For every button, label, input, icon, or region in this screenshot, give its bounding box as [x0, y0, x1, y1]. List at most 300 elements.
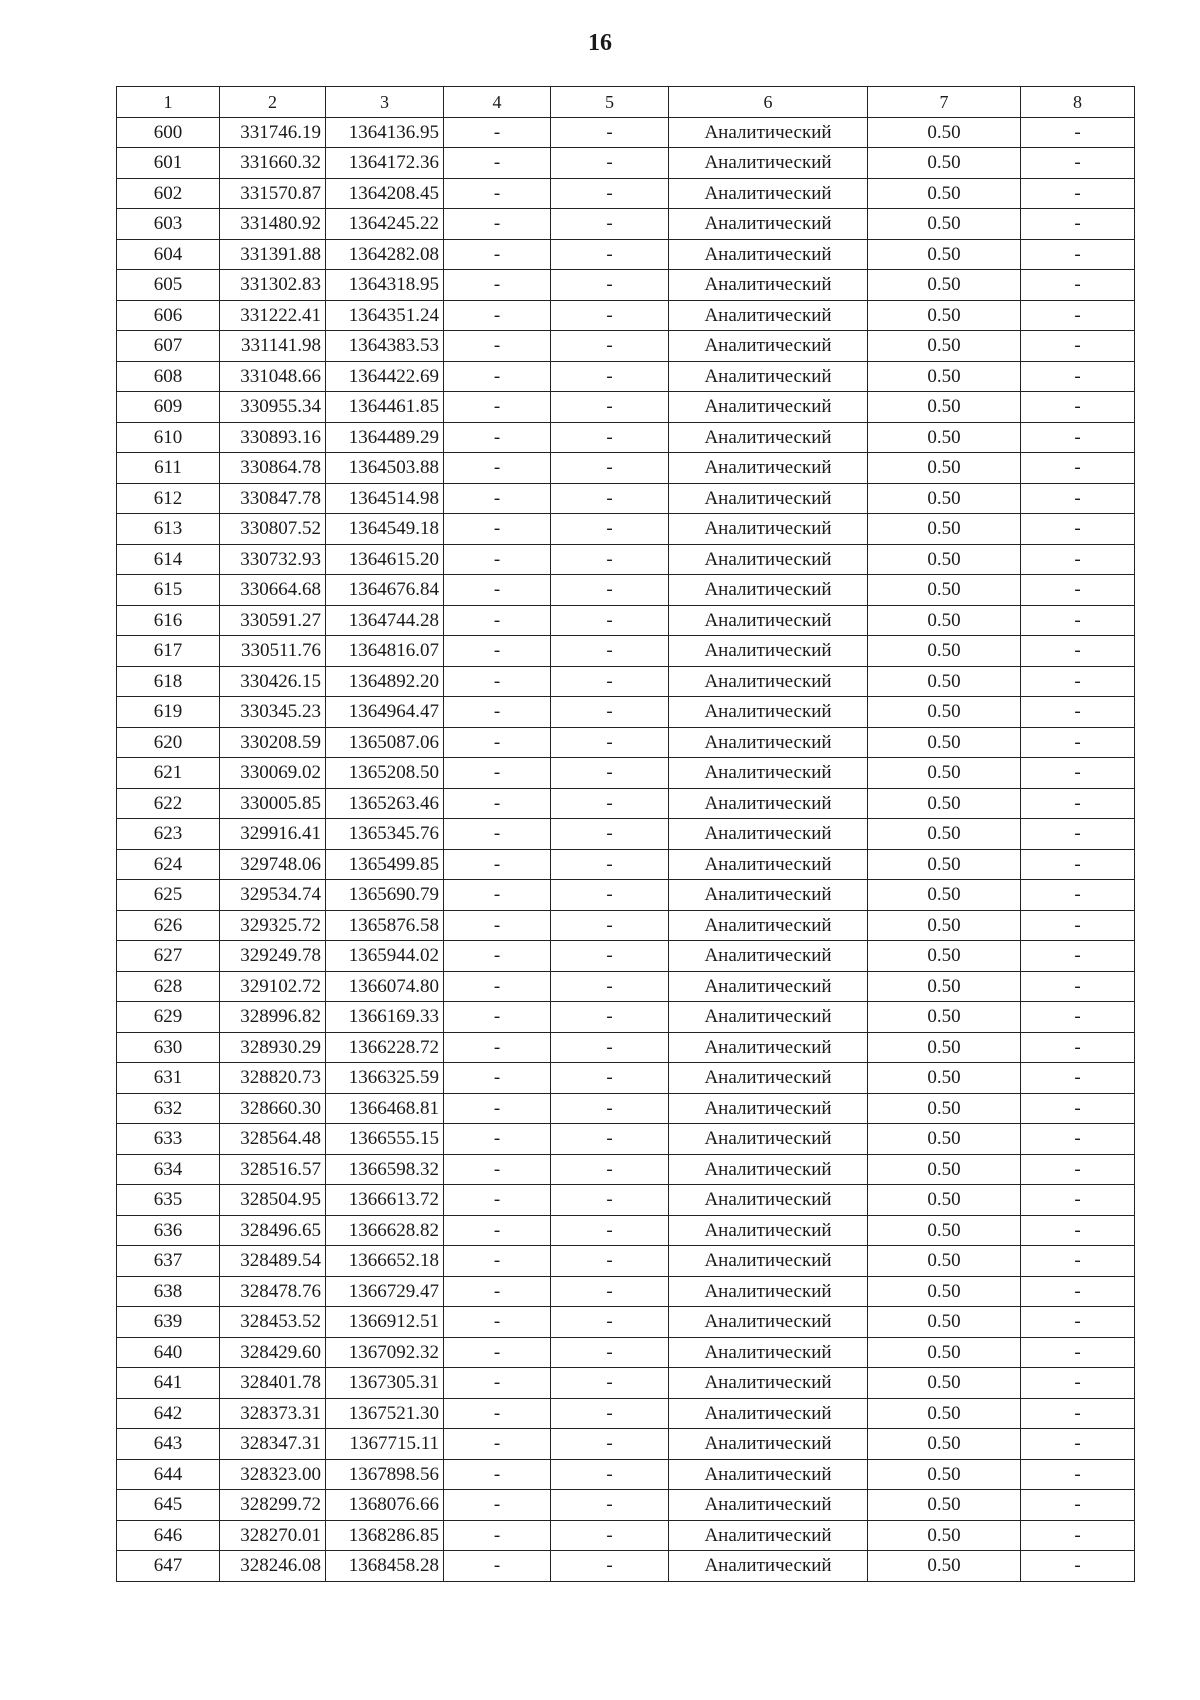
col5-cell: - [551, 849, 669, 880]
accuracy-cell: 0.50 [868, 971, 1021, 1002]
table-row [117, 1215, 1135, 1246]
method-cell: Аналитический [669, 910, 868, 941]
accuracy-cell: 0.50 [868, 605, 1021, 636]
method-cell: Аналитический [669, 453, 868, 484]
col4-cell: - [444, 1154, 551, 1185]
y-coordinate-cell: 1366169.33 [326, 1002, 444, 1033]
accuracy-cell: 0.50 [868, 300, 1021, 331]
x-coordinate-cell: 328270.01 [220, 1520, 326, 1551]
table-row [117, 971, 1135, 1002]
table-row [117, 422, 1135, 453]
col4-cell: - [444, 1490, 551, 1521]
accuracy-cell: 0.50 [868, 1246, 1021, 1277]
point-number-cell: 608 [117, 361, 220, 392]
y-coordinate-cell: 1364282.08 [326, 239, 444, 270]
y-coordinate-cell: 1365263.46 [326, 788, 444, 819]
method-cell: Аналитический [669, 514, 868, 545]
method-cell: Аналитический [669, 1002, 868, 1033]
x-coordinate-cell: 328516.57 [220, 1154, 326, 1185]
x-coordinate-cell: 328429.60 [220, 1337, 326, 1368]
method-cell: Аналитический [669, 880, 868, 911]
x-coordinate-cell: 331480.92 [220, 209, 326, 240]
method-cell: Аналитический [669, 819, 868, 850]
table-row [117, 575, 1135, 606]
method-cell: Аналитический [669, 1276, 868, 1307]
method-cell: Аналитический [669, 1154, 868, 1185]
method-cell: Аналитический [669, 971, 868, 1002]
y-coordinate-cell: 1365944.02 [326, 941, 444, 972]
table-row [117, 1459, 1135, 1490]
col8-cell: - [1021, 514, 1135, 545]
accuracy-cell: 0.50 [868, 819, 1021, 850]
col5-cell: - [551, 178, 669, 209]
y-coordinate-cell: 1365876.58 [326, 910, 444, 941]
x-coordinate-cell: 330893.16 [220, 422, 326, 453]
col5-cell: - [551, 453, 669, 484]
x-coordinate-cell: 328564.48 [220, 1124, 326, 1155]
point-number-cell: 609 [117, 392, 220, 423]
x-coordinate-cell: 328453.52 [220, 1307, 326, 1338]
y-coordinate-cell: 1366468.81 [326, 1093, 444, 1124]
point-number-cell: 646 [117, 1520, 220, 1551]
x-coordinate-cell: 328820.73 [220, 1063, 326, 1094]
y-coordinate-cell: 1364964.47 [326, 697, 444, 728]
x-coordinate-cell: 330005.85 [220, 788, 326, 819]
col8-cell: - [1021, 880, 1135, 911]
accuracy-cell: 0.50 [868, 483, 1021, 514]
method-cell: Аналитический [669, 1246, 868, 1277]
col4-cell: - [444, 1551, 551, 1582]
x-coordinate-cell: 329249.78 [220, 941, 326, 972]
x-coordinate-cell: 328489.54 [220, 1246, 326, 1277]
col5-cell: - [551, 239, 669, 270]
col5-cell: - [551, 910, 669, 941]
y-coordinate-cell: 1364136.95 [326, 117, 444, 148]
column-header: 8 [1021, 87, 1135, 118]
y-coordinate-cell: 1364503.88 [326, 453, 444, 484]
method-cell: Аналитический [669, 1368, 868, 1399]
col4-cell: - [444, 1124, 551, 1155]
point-number-cell: 601 [117, 148, 220, 179]
method-cell: Аналитический [669, 1551, 868, 1582]
point-number-cell: 607 [117, 331, 220, 362]
point-number-cell: 632 [117, 1093, 220, 1124]
table-header [117, 87, 1135, 118]
col4-cell: - [444, 575, 551, 606]
point-number-cell: 639 [117, 1307, 220, 1338]
accuracy-cell: 0.50 [868, 1429, 1021, 1460]
method-cell: Аналитический [669, 636, 868, 667]
method-cell: Аналитический [669, 758, 868, 789]
y-coordinate-cell: 1364245.22 [326, 209, 444, 240]
col8-cell: - [1021, 1063, 1135, 1094]
method-cell: Аналитический [669, 270, 868, 301]
col5-cell: - [551, 788, 669, 819]
point-number-cell: 606 [117, 300, 220, 331]
col4-cell: - [444, 178, 551, 209]
col8-cell: - [1021, 971, 1135, 1002]
col4-cell: - [444, 880, 551, 911]
accuracy-cell: 0.50 [868, 758, 1021, 789]
col4-cell: - [444, 1337, 551, 1368]
accuracy-cell: 0.50 [868, 422, 1021, 453]
col5-cell: - [551, 1124, 669, 1155]
point-number-cell: 647 [117, 1551, 220, 1582]
accuracy-cell: 0.50 [868, 880, 1021, 911]
col4-cell: - [444, 483, 551, 514]
table-row [117, 849, 1135, 880]
accuracy-cell: 0.50 [868, 1002, 1021, 1033]
col4-cell: - [444, 392, 551, 423]
point-number-cell: 641 [117, 1368, 220, 1399]
col5-cell: - [551, 1307, 669, 1338]
point-number-cell: 634 [117, 1154, 220, 1185]
point-number-cell: 611 [117, 453, 220, 484]
col4-cell: - [444, 1032, 551, 1063]
x-coordinate-cell: 330426.15 [220, 666, 326, 697]
table-row [117, 666, 1135, 697]
col8-cell: - [1021, 544, 1135, 575]
table-row [117, 1368, 1135, 1399]
col5-cell: - [551, 1032, 669, 1063]
y-coordinate-cell: 1364514.98 [326, 483, 444, 514]
col5-cell: - [551, 575, 669, 606]
table-row [117, 1185, 1135, 1216]
col8-cell: - [1021, 849, 1135, 880]
col5-cell: - [551, 544, 669, 575]
method-cell: Аналитический [669, 1337, 868, 1368]
point-number-cell: 616 [117, 605, 220, 636]
method-cell: Аналитический [669, 1459, 868, 1490]
point-number-cell: 602 [117, 178, 220, 209]
table-row [117, 1551, 1135, 1582]
col5-cell: - [551, 1520, 669, 1551]
col5-cell: - [551, 1276, 669, 1307]
col5-cell: - [551, 270, 669, 301]
x-coordinate-cell: 330591.27 [220, 605, 326, 636]
method-cell: Аналитический [669, 727, 868, 758]
y-coordinate-cell: 1368286.85 [326, 1520, 444, 1551]
column-header: 2 [220, 87, 326, 118]
col4-cell: - [444, 544, 551, 575]
method-cell: Аналитический [669, 666, 868, 697]
method-cell: Аналитический [669, 605, 868, 636]
x-coordinate-cell: 328323.00 [220, 1459, 326, 1490]
col8-cell: - [1021, 422, 1135, 453]
col4-cell: - [444, 1276, 551, 1307]
table-row [117, 1093, 1135, 1124]
accuracy-cell: 0.50 [868, 270, 1021, 301]
accuracy-cell: 0.50 [868, 1124, 1021, 1155]
x-coordinate-cell: 328373.31 [220, 1398, 326, 1429]
col5-cell: - [551, 422, 669, 453]
accuracy-cell: 0.50 [868, 1307, 1021, 1338]
col4-cell: - [444, 819, 551, 850]
accuracy-cell: 0.50 [868, 1185, 1021, 1216]
x-coordinate-cell: 328246.08 [220, 1551, 326, 1582]
col4-cell: - [444, 1002, 551, 1033]
col8-cell: - [1021, 361, 1135, 392]
point-number-cell: 621 [117, 758, 220, 789]
col8-cell: - [1021, 1307, 1135, 1338]
col4-cell: - [444, 422, 551, 453]
col5-cell: - [551, 758, 669, 789]
x-coordinate-cell: 328478.76 [220, 1276, 326, 1307]
y-coordinate-cell: 1366613.72 [326, 1185, 444, 1216]
col5-cell: - [551, 819, 669, 850]
accuracy-cell: 0.50 [868, 941, 1021, 972]
y-coordinate-cell: 1366074.80 [326, 971, 444, 1002]
method-cell: Аналитический [669, 422, 868, 453]
accuracy-cell: 0.50 [868, 1337, 1021, 1368]
x-coordinate-cell: 330511.76 [220, 636, 326, 667]
accuracy-cell: 0.50 [868, 666, 1021, 697]
table-row [117, 1154, 1135, 1185]
col4-cell: - [444, 361, 551, 392]
col4-cell: - [444, 1307, 551, 1338]
y-coordinate-cell: 1366628.82 [326, 1215, 444, 1246]
y-coordinate-cell: 1367521.30 [326, 1398, 444, 1429]
y-coordinate-cell: 1365345.76 [326, 819, 444, 850]
table-row [117, 514, 1135, 545]
accuracy-cell: 0.50 [868, 849, 1021, 880]
point-number-cell: 613 [117, 514, 220, 545]
accuracy-cell: 0.50 [868, 1215, 1021, 1246]
x-coordinate-cell: 331570.87 [220, 178, 326, 209]
table-row [117, 1520, 1135, 1551]
col8-cell: - [1021, 1490, 1135, 1521]
col8-cell: - [1021, 1154, 1135, 1185]
table-row [117, 239, 1135, 270]
point-number-cell: 603 [117, 209, 220, 240]
y-coordinate-cell: 1364318.95 [326, 270, 444, 301]
col5-cell: - [551, 697, 669, 728]
method-cell: Аналитический [669, 697, 868, 728]
col8-cell: - [1021, 117, 1135, 148]
point-number-cell: 636 [117, 1215, 220, 1246]
col8-cell: - [1021, 1032, 1135, 1063]
y-coordinate-cell: 1366325.59 [326, 1063, 444, 1094]
y-coordinate-cell: 1366652.18 [326, 1246, 444, 1277]
y-coordinate-cell: 1364172.36 [326, 148, 444, 179]
point-number-cell: 600 [117, 117, 220, 148]
y-coordinate-cell: 1364549.18 [326, 514, 444, 545]
accuracy-cell: 0.50 [868, 1154, 1021, 1185]
method-cell: Аналитический [669, 1215, 868, 1246]
x-coordinate-cell: 329534.74 [220, 880, 326, 911]
y-coordinate-cell: 1366912.51 [326, 1307, 444, 1338]
col5-cell: - [551, 941, 669, 972]
accuracy-cell: 0.50 [868, 1276, 1021, 1307]
table-row [117, 453, 1135, 484]
point-number-cell: 642 [117, 1398, 220, 1429]
col8-cell: - [1021, 1398, 1135, 1429]
accuracy-cell: 0.50 [868, 636, 1021, 667]
point-number-cell: 622 [117, 788, 220, 819]
col5-cell: - [551, 880, 669, 911]
point-number-cell: 633 [117, 1124, 220, 1155]
y-coordinate-cell: 1367715.11 [326, 1429, 444, 1460]
x-coordinate-cell: 330069.02 [220, 758, 326, 789]
method-cell: Аналитический [669, 849, 868, 880]
col8-cell: - [1021, 1215, 1135, 1246]
col8-cell: - [1021, 1093, 1135, 1124]
y-coordinate-cell: 1364676.84 [326, 575, 444, 606]
table-row [117, 361, 1135, 392]
point-number-cell: 618 [117, 666, 220, 697]
col8-cell: - [1021, 1337, 1135, 1368]
header-row [117, 87, 1135, 118]
col5-cell: - [551, 392, 669, 423]
table-row [117, 880, 1135, 911]
table-row [117, 1124, 1135, 1155]
col5-cell: - [551, 1093, 669, 1124]
accuracy-cell: 0.50 [868, 1459, 1021, 1490]
accuracy-cell: 0.50 [868, 910, 1021, 941]
col5-cell: - [551, 1337, 669, 1368]
accuracy-cell: 0.50 [868, 514, 1021, 545]
x-coordinate-cell: 328496.65 [220, 1215, 326, 1246]
col5-cell: - [551, 727, 669, 758]
method-cell: Аналитический [669, 331, 868, 362]
method-cell: Аналитический [669, 1490, 868, 1521]
table-row [117, 483, 1135, 514]
table-row [117, 1246, 1135, 1277]
accuracy-cell: 0.50 [868, 117, 1021, 148]
col8-cell: - [1021, 1551, 1135, 1582]
method-cell: Аналитический [669, 361, 868, 392]
col5-cell: - [551, 1154, 669, 1185]
accuracy-cell: 0.50 [868, 575, 1021, 606]
point-number-cell: 604 [117, 239, 220, 270]
table-row [117, 544, 1135, 575]
column-header: 3 [326, 87, 444, 118]
x-coordinate-cell: 329325.72 [220, 910, 326, 941]
accuracy-cell: 0.50 [868, 1490, 1021, 1521]
x-coordinate-cell: 331746.19 [220, 117, 326, 148]
col8-cell: - [1021, 941, 1135, 972]
col4-cell: - [444, 453, 551, 484]
table-row [117, 178, 1135, 209]
col8-cell: - [1021, 819, 1135, 850]
col4-cell: - [444, 1398, 551, 1429]
x-coordinate-cell: 331222.41 [220, 300, 326, 331]
method-cell: Аналитический [669, 209, 868, 240]
point-number-cell: 637 [117, 1246, 220, 1277]
method-cell: Аналитический [669, 544, 868, 575]
col5-cell: - [551, 1246, 669, 1277]
accuracy-cell: 0.50 [868, 1093, 1021, 1124]
col5-cell: - [551, 483, 669, 514]
table-row [117, 209, 1135, 240]
col8-cell: - [1021, 788, 1135, 819]
column-header: 6 [669, 87, 868, 118]
x-coordinate-cell: 331660.32 [220, 148, 326, 179]
y-coordinate-cell: 1366555.15 [326, 1124, 444, 1155]
col4-cell: - [444, 910, 551, 941]
method-cell: Аналитический [669, 1032, 868, 1063]
method-cell: Аналитический [669, 117, 868, 148]
col8-cell: - [1021, 910, 1135, 941]
point-number-cell: 638 [117, 1276, 220, 1307]
x-coordinate-cell: 328299.72 [220, 1490, 326, 1521]
col5-cell: - [551, 971, 669, 1002]
col4-cell: - [444, 270, 551, 301]
col8-cell: - [1021, 636, 1135, 667]
col5-cell: - [551, 361, 669, 392]
col4-cell: - [444, 971, 551, 1002]
point-number-cell: 605 [117, 270, 220, 301]
table-row [117, 1490, 1135, 1521]
point-number-cell: 619 [117, 697, 220, 728]
y-coordinate-cell: 1365208.50 [326, 758, 444, 789]
table-row [117, 300, 1135, 331]
y-coordinate-cell: 1364892.20 [326, 666, 444, 697]
point-number-cell: 643 [117, 1429, 220, 1460]
y-coordinate-cell: 1364816.07 [326, 636, 444, 667]
col4-cell: - [444, 1429, 551, 1460]
table-row [117, 1002, 1135, 1033]
method-cell: Аналитический [669, 1124, 868, 1155]
col4-cell: - [444, 1368, 551, 1399]
method-cell: Аналитический [669, 1429, 868, 1460]
col4-cell: - [444, 697, 551, 728]
accuracy-cell: 0.50 [868, 1032, 1021, 1063]
col5-cell: - [551, 1368, 669, 1399]
col5-cell: - [551, 1398, 669, 1429]
accuracy-cell: 0.50 [868, 788, 1021, 819]
col8-cell: - [1021, 1368, 1135, 1399]
method-cell: Аналитический [669, 788, 868, 819]
method-cell: Аналитический [669, 239, 868, 270]
point-number-cell: 624 [117, 849, 220, 880]
y-coordinate-cell: 1367092.32 [326, 1337, 444, 1368]
y-coordinate-cell: 1364744.28 [326, 605, 444, 636]
table-row [117, 758, 1135, 789]
col4-cell: - [444, 666, 551, 697]
y-coordinate-cell: 1367898.56 [326, 1459, 444, 1490]
accuracy-cell: 0.50 [868, 1551, 1021, 1582]
y-coordinate-cell: 1367305.31 [326, 1368, 444, 1399]
accuracy-cell: 0.50 [868, 1368, 1021, 1399]
point-number-cell: 631 [117, 1063, 220, 1094]
point-number-cell: 635 [117, 1185, 220, 1216]
point-number-cell: 630 [117, 1032, 220, 1063]
x-coordinate-cell: 330664.68 [220, 575, 326, 606]
table-row [117, 788, 1135, 819]
accuracy-cell: 0.50 [868, 544, 1021, 575]
point-number-cell: 610 [117, 422, 220, 453]
y-coordinate-cell: 1364461.85 [326, 392, 444, 423]
table-row [117, 1307, 1135, 1338]
x-coordinate-cell: 331048.66 [220, 361, 326, 392]
method-cell: Аналитический [669, 1063, 868, 1094]
x-coordinate-cell: 328930.29 [220, 1032, 326, 1063]
x-coordinate-cell: 328347.31 [220, 1429, 326, 1460]
point-number-cell: 625 [117, 880, 220, 911]
col4-cell: - [444, 209, 551, 240]
accuracy-cell: 0.50 [868, 1063, 1021, 1094]
col8-cell: - [1021, 453, 1135, 484]
col5-cell: - [551, 1063, 669, 1094]
x-coordinate-cell: 330208.59 [220, 727, 326, 758]
col8-cell: - [1021, 697, 1135, 728]
y-coordinate-cell: 1364489.29 [326, 422, 444, 453]
method-cell: Аналитический [669, 941, 868, 972]
y-coordinate-cell: 1366598.32 [326, 1154, 444, 1185]
point-number-cell: 629 [117, 1002, 220, 1033]
col4-cell: - [444, 605, 551, 636]
